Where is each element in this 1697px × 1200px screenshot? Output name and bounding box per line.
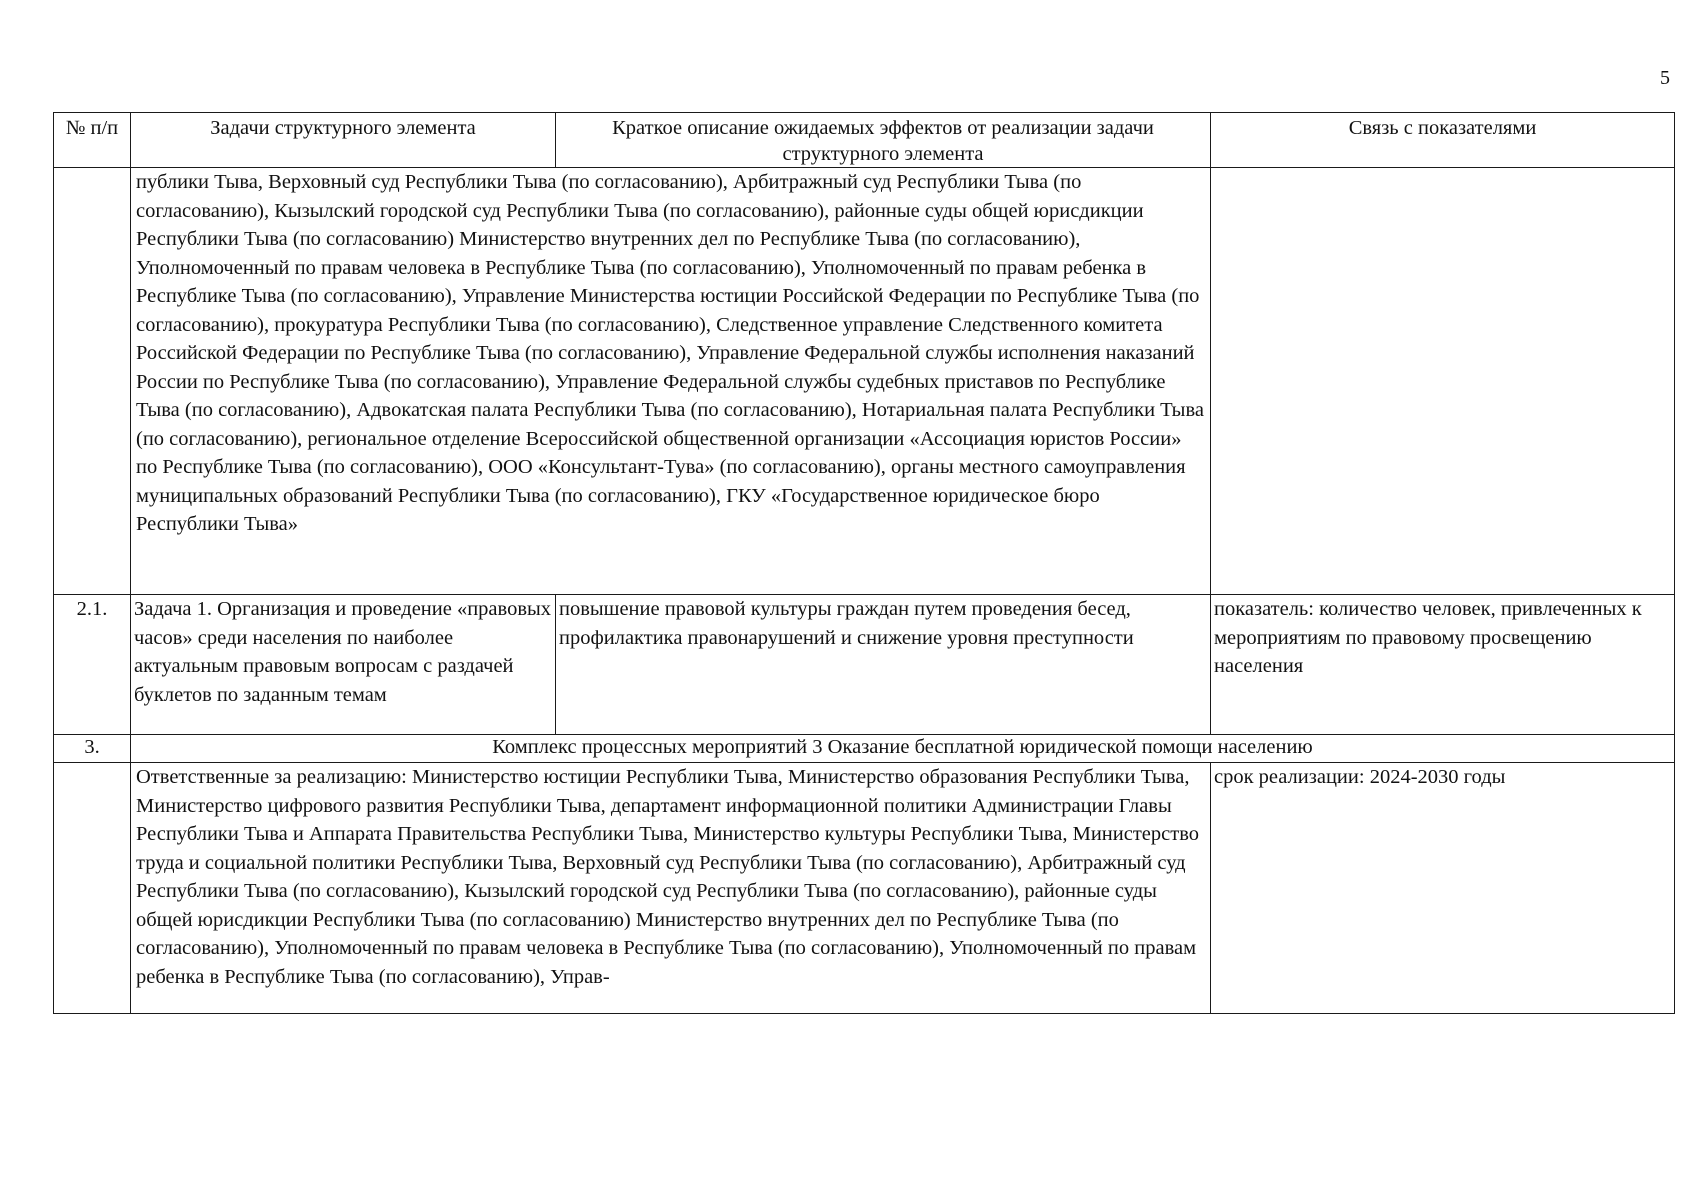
term-text: срок реализации: 2024-2030 годы <box>1211 763 1675 1014</box>
program-table <box>53 112 1675 1014</box>
task-text: Задача 1. Организация и проведение «правовых часов» среди населения по наиболее актуальным правовым вопросам с раздачей буклетов по заданным темам <box>131 595 556 735</box>
table-row-responsible <box>54 763 1675 1014</box>
row-number: 2.1. <box>54 595 131 735</box>
table-row-responsible-continued <box>54 168 1675 595</box>
header-indicators: Связь с показателями <box>1211 113 1675 168</box>
table-row-complex <box>54 735 1675 763</box>
indicator-text: показатель: количество человек, привлеченных к мероприятиям по правовому просвещению населения <box>1211 595 1675 735</box>
table-row-task <box>54 595 1675 735</box>
indicator-cell <box>1211 168 1675 595</box>
header-effects: Краткое описание ожидаемых эффектов от реализации задачи структурного элемента <box>556 113 1211 168</box>
table-header-row <box>54 113 1675 168</box>
header-number: № п/п <box>54 113 131 168</box>
responsible-text: Ответственные за реализацию: Министерство юстиции Республики Тыва, Министерство образования Республики Тыва, Министерство цифрового развития Республики Тыва, департамент информационной политики Администрации Главы Республики Тыва и Аппарата Правительства Республики Тыва, Министерство культуры Республики Тыва, Министерство труда и социальной политики Республики Тыва, Верховный суд Республики Тыва (по согласованию), Арбитражный суд Республики Тыва (по согласованию), Кызылский городской суд Республики Тыва (по согласованию), районные суды общей юрисдикции Республики Тыва (по согласованию) Министерство внутренних дел по Республике Тыва (по согласованию), Уполномоченный по правам человека в Республике Тыва (по согласованию), Уполномоченный по правам ребенка в Республике Тыва (по согласованию), Управ- <box>131 763 1211 1014</box>
header-tasks: Задачи структурного элемента <box>131 113 556 168</box>
row-number: 3. <box>54 735 131 763</box>
effect-text: повышение правовой культуры граждан путем проведения бесед, профилактика правонарушений и снижение уровня преступности <box>556 595 1211 735</box>
complex-title: Комплекс процессных мероприятий 3 Оказание бесплатной юридической помощи населению <box>131 735 1675 763</box>
row-number <box>54 168 131 595</box>
row-number <box>54 763 131 1014</box>
responsible-text: публики Тыва, Верховный суд Республики Тыва (по согласованию), Арбитражный суд Республики Тыва (по согласованию), Кызылский городской суд Республики Тыва (по согласованию), районные суды общей юрисдикции Республики Тыва (по согласованию) Министерство внутренних дел по Республике Тыва (по согласованию), Уполномоченный по правам человека в Республике Тыва (по согласованию), Уполномоченный по правам ребенка в Республике Тыва (по согласованию), Управление Министерства юстиции Российской Федерации по Республике Тыва (по согласованию), прокуратура Республики Тыва (по согласованию), Следственное управление Следственного комитета Российской Федерации по Республике Тыва (по согласованию), Управление Федеральной службы исполнения наказаний России по Республике Тыва (по согласованию), Управление Федеральной службы судебных приставов по Республике Тыва (по согласованию), Адвокатская палата Республики Тыва (по согласованию), Нотариальная палата Республики Тыва (по согласованию), региональное отделение Всероссийской общественной организации «Ассоциация юристов России» по Республике Тыва (по согласованию), ООО «Консультант-Тува» (по согласованию), органы местного самоуправления муниципальных образований Республики Тыва (по согласованию), ГКУ «Государственное юридическое бюро Республики Тыва» <box>131 168 1211 595</box>
page-number: 5 <box>1660 67 1670 89</box>
